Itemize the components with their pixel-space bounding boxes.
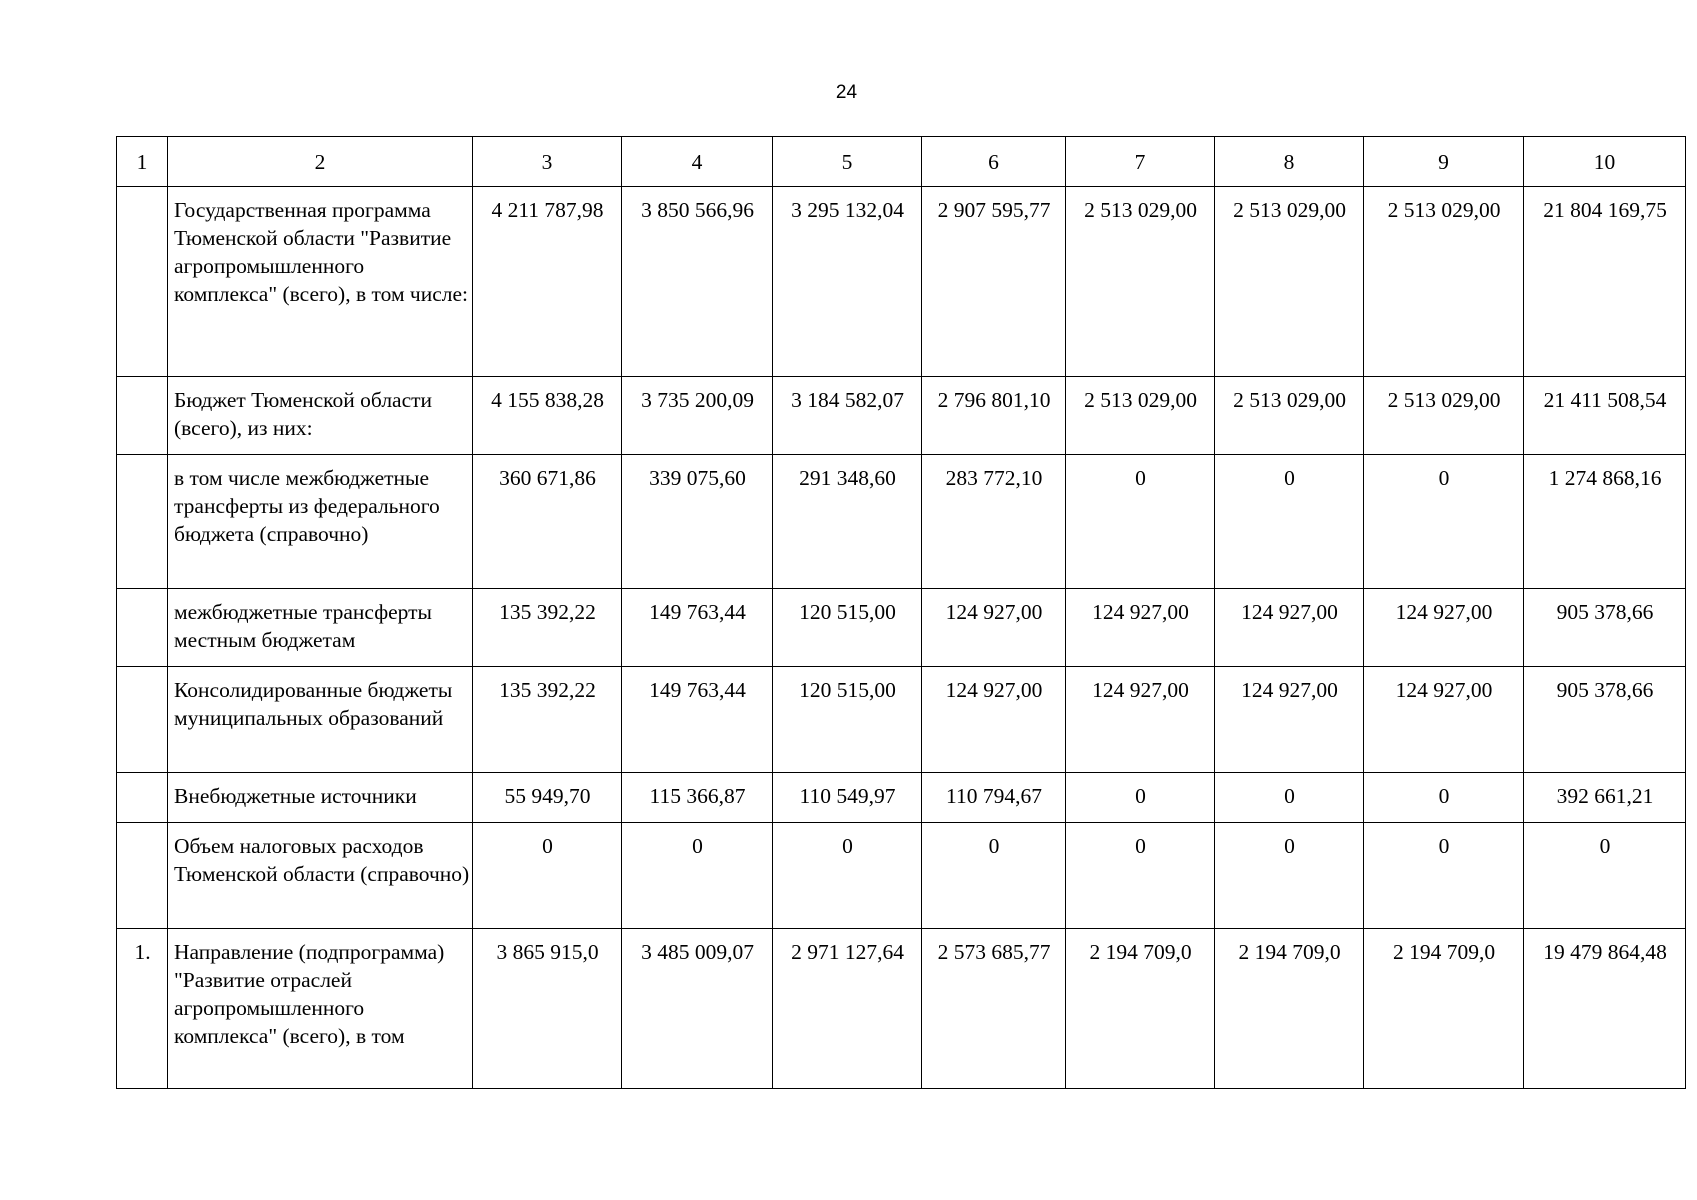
row-index xyxy=(117,187,168,377)
row-value: 0 xyxy=(1364,773,1524,823)
row-index xyxy=(117,773,168,823)
row-value: 339 075,60 xyxy=(622,455,773,589)
column-header: 9 xyxy=(1364,137,1524,187)
row-index: 1. xyxy=(117,929,168,1089)
row-value: 0 xyxy=(1066,455,1215,589)
row-value: 2 513 029,00 xyxy=(1215,377,1364,455)
row-value: 120 515,00 xyxy=(773,589,922,667)
table-row xyxy=(117,667,1686,773)
row-value: 4 211 787,98 xyxy=(473,187,622,377)
row-value: 2 796 801,10 xyxy=(922,377,1066,455)
row-value: 124 927,00 xyxy=(1215,589,1364,667)
row-value: 2 907 595,77 xyxy=(922,187,1066,377)
row-value: 124 927,00 xyxy=(1066,589,1215,667)
column-header: 3 xyxy=(473,137,622,187)
table-row xyxy=(117,589,1686,667)
row-value: 0 xyxy=(473,823,622,929)
row-value: 135 392,22 xyxy=(473,667,622,773)
row-value: 0 xyxy=(622,823,773,929)
row-value: 3 295 132,04 xyxy=(773,187,922,377)
table-row xyxy=(117,929,1686,1089)
row-value: 124 927,00 xyxy=(922,667,1066,773)
row-value: 120 515,00 xyxy=(773,667,922,773)
row-value: 0 xyxy=(1066,773,1215,823)
row-value: 392 661,21 xyxy=(1524,773,1686,823)
row-name: Консолидированные бюджеты муниципальных образований xyxy=(168,667,473,773)
row-value: 905 378,66 xyxy=(1524,589,1686,667)
row-value: 149 763,44 xyxy=(622,667,773,773)
row-value: 0 xyxy=(773,823,922,929)
row-index xyxy=(117,823,168,929)
row-value: 905 378,66 xyxy=(1524,667,1686,773)
row-value: 124 927,00 xyxy=(922,589,1066,667)
row-value: 2 194 709,0 xyxy=(1215,929,1364,1089)
row-value: 124 927,00 xyxy=(1364,667,1524,773)
row-name: Направление (подпрограмма) "Развитие отраслей агропромышленного комплекса" (всего), в том xyxy=(168,929,473,1089)
column-header: 2 xyxy=(168,137,473,187)
row-value: 124 927,00 xyxy=(1364,589,1524,667)
row-value: 55 949,70 xyxy=(473,773,622,823)
row-value: 2 513 029,00 xyxy=(1066,377,1215,455)
row-value: 0 xyxy=(922,823,1066,929)
row-value: 0 xyxy=(1215,455,1364,589)
table-row xyxy=(117,187,1686,377)
row-value: 0 xyxy=(1215,773,1364,823)
row-value: 2 194 709,0 xyxy=(1066,929,1215,1089)
row-value: 3 485 009,07 xyxy=(622,929,773,1089)
row-name: Бюджет Тюменской области (всего), из них: xyxy=(168,377,473,455)
column-header: 10 xyxy=(1524,137,1686,187)
row-value: 3 184 582,07 xyxy=(773,377,922,455)
row-value: 124 927,00 xyxy=(1066,667,1215,773)
row-value: 360 671,86 xyxy=(473,455,622,589)
row-value: 21 411 508,54 xyxy=(1524,377,1686,455)
row-value: 3 865 915,0 xyxy=(473,929,622,1089)
column-header: 6 xyxy=(922,137,1066,187)
row-value: 3 850 566,96 xyxy=(622,187,773,377)
row-value: 2 971 127,64 xyxy=(773,929,922,1089)
row-value: 110 549,97 xyxy=(773,773,922,823)
row-value: 135 392,22 xyxy=(473,589,622,667)
row-name: межбюджетные трансферты местным бюджетам xyxy=(168,589,473,667)
column-header: 7 xyxy=(1066,137,1215,187)
row-name: Внебюджетные источники xyxy=(168,773,473,823)
row-value: 0 xyxy=(1524,823,1686,929)
row-value: 0 xyxy=(1364,823,1524,929)
row-value: 0 xyxy=(1066,823,1215,929)
row-value: 1 274 868,16 xyxy=(1524,455,1686,589)
table-row xyxy=(117,823,1686,929)
column-header: 5 xyxy=(773,137,922,187)
row-value: 0 xyxy=(1215,823,1364,929)
row-value: 4 155 838,28 xyxy=(473,377,622,455)
table-header-row xyxy=(117,137,1686,187)
table-row xyxy=(117,377,1686,455)
row-value: 110 794,67 xyxy=(922,773,1066,823)
row-value: 21 804 169,75 xyxy=(1524,187,1686,377)
row-value: 2 573 685,77 xyxy=(922,929,1066,1089)
row-index xyxy=(117,377,168,455)
row-name: Государственная программа Тюменской области "Развитие агропромышленного комплекса" (всего), в том числе: xyxy=(168,187,473,377)
row-value: 291 348,60 xyxy=(773,455,922,589)
budget-table xyxy=(116,136,1686,1089)
row-index xyxy=(117,667,168,773)
row-value: 115 366,87 xyxy=(622,773,773,823)
column-header: 4 xyxy=(622,137,773,187)
row-value: 2 513 029,00 xyxy=(1364,377,1524,455)
row-index xyxy=(117,455,168,589)
row-value: 0 xyxy=(1364,455,1524,589)
row-value: 19 479 864,48 xyxy=(1524,929,1686,1089)
row-value: 2 513 029,00 xyxy=(1066,187,1215,377)
row-value: 2 194 709,0 xyxy=(1364,929,1524,1089)
row-value: 3 735 200,09 xyxy=(622,377,773,455)
page-number: 24 xyxy=(835,82,858,103)
row-value: 124 927,00 xyxy=(1215,667,1364,773)
row-index xyxy=(117,589,168,667)
table-row xyxy=(117,455,1686,589)
column-header: 8 xyxy=(1215,137,1364,187)
row-value: 2 513 029,00 xyxy=(1215,187,1364,377)
row-value: 149 763,44 xyxy=(622,589,773,667)
column-header: 1 xyxy=(117,137,168,187)
row-value: 2 513 029,00 xyxy=(1364,187,1524,377)
table-row xyxy=(117,773,1686,823)
row-value: 283 772,10 xyxy=(922,455,1066,589)
row-name: в том числе межбюджетные трансферты из федерального бюджета (справочно) xyxy=(168,455,473,589)
row-name: Объем налоговых расходов Тюменской области (справочно) xyxy=(168,823,473,929)
